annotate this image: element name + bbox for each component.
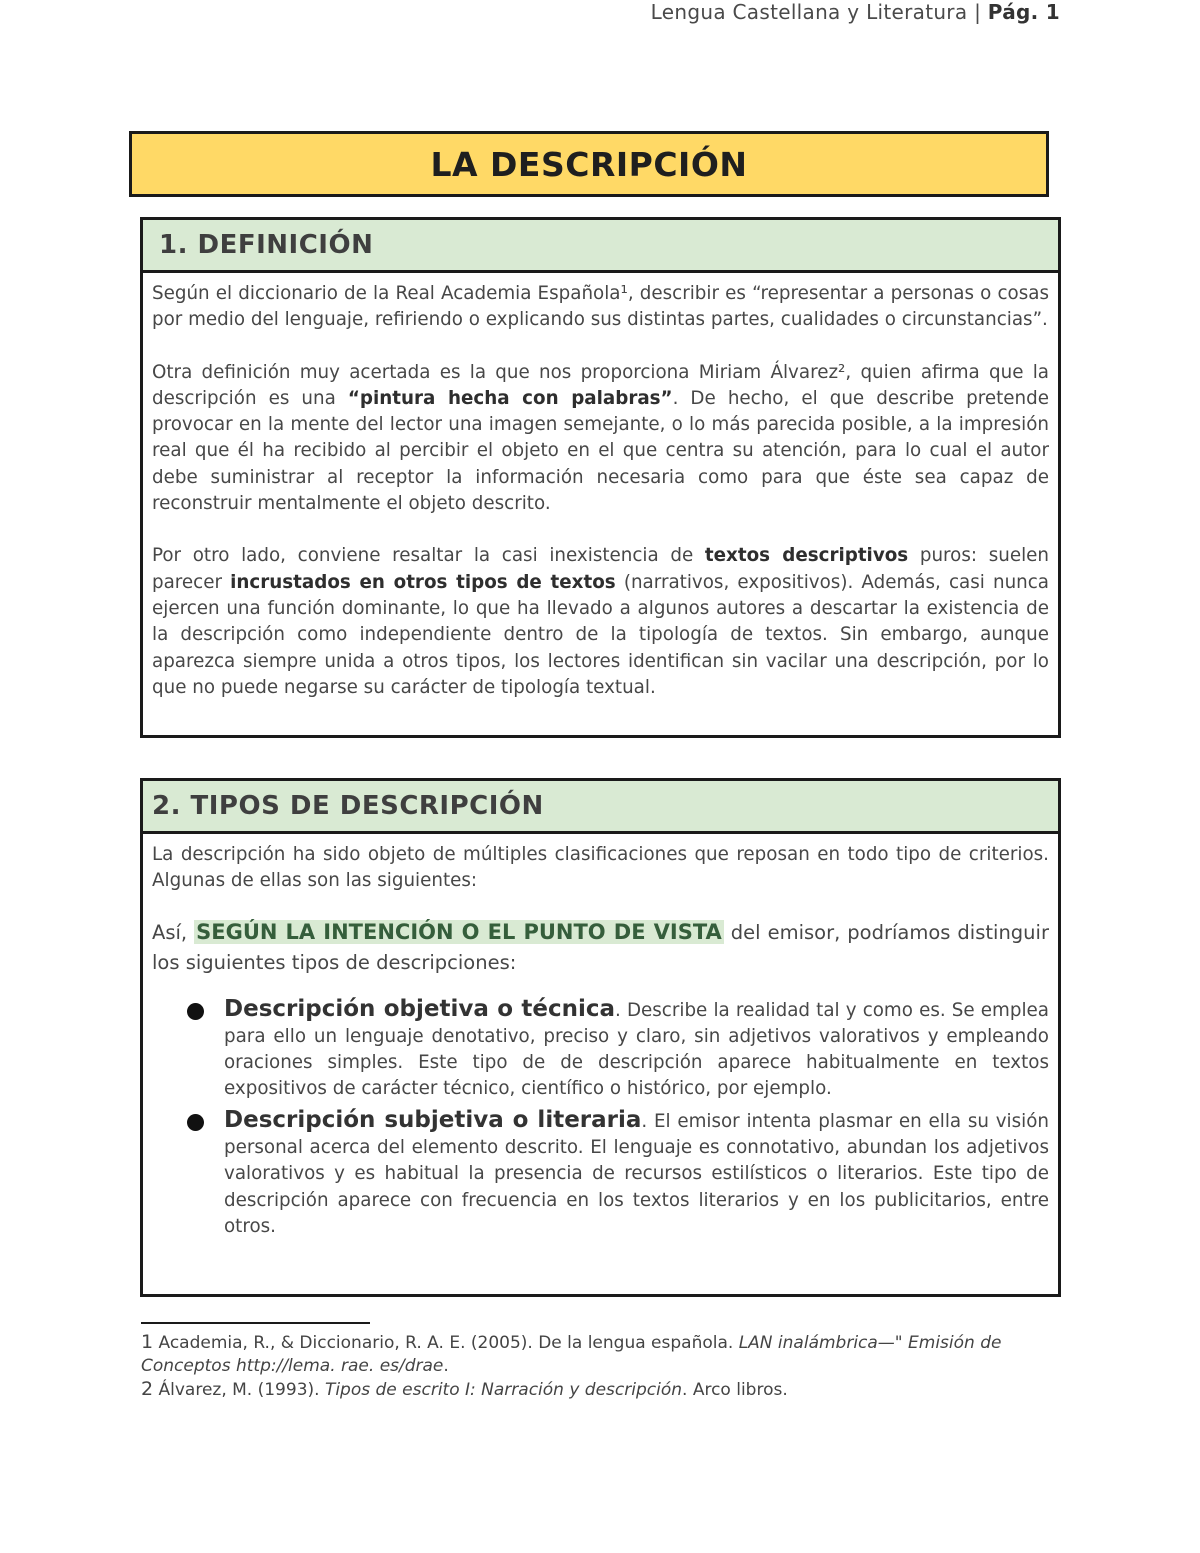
- footnotes: [141, 1331, 1056, 1402]
- paragraph: Según el diccionario de la Real Academia Española¹, describir es “representar a personas o cosas por medio del lenguaje, refiriendo o explicando sus distintas partes, cualidades o circunstancias”.: [152, 283, 1049, 331]
- section-body: [143, 834, 1058, 1240]
- list-item: [224, 1107, 1049, 1240]
- paragraph: [152, 917, 1049, 978]
- footnote-separator: [141, 1322, 370, 1324]
- bullet-icon: [187, 1003, 204, 1020]
- header-separator: |: [974, 0, 982, 24]
- paragraph: [152, 543, 1049, 701]
- footnote-text: Academia, R., & Diccionario, R. A. E. (2005). De la lengua española.: [153, 1333, 739, 1353]
- section-definicion: [140, 217, 1061, 738]
- section-body: [143, 273, 1058, 701]
- running-title: Lengua Castellana y Literatura: [650, 0, 968, 24]
- section-header: [143, 781, 1058, 834]
- paragraph: La descripción ha sido objeto de múltiples clasificaciones que reposan en todo tipo de criterios. Algunas de ellas son las siguientes:: [152, 844, 1049, 892]
- footnote-italic: Tipos de escrito I: Narración y descripción: [324, 1380, 683, 1400]
- footnote: [141, 1331, 1056, 1378]
- bullet-icon: [187, 1114, 204, 1131]
- text-run: Otra definición muy acertada es la que nos proporciona Miriam Álvarez², quien afirma que la descripción es una: [152, 361, 1049, 409]
- text-run: . De hecho, el que describe pretende provocar en la mente del lector una imagen semejante, o lo más parecida posible, a la impresión real que él ha recibido al percibir el objeto en el que centra su atención, para lo cual el autor debe suministrar al receptor la información necesaria como para que éste sea capaz de reconstruir mentalmente el objeto descrito.: [152, 387, 1049, 515]
- text-run: del emisor, podríamos distinguir los siguientes tipos de descripciones:: [152, 920, 1049, 974]
- document-title: LA DESCRIPCIÓN: [430, 144, 748, 184]
- footnote-number: 1: [141, 1331, 154, 1353]
- document-title-box: [129, 131, 1049, 197]
- text-run: puros: suelen parecer: [152, 545, 1049, 593]
- footnote-number: 2: [141, 1378, 154, 1400]
- text-run: (narrativos, expositivos). Además, casi nunca ejercen una función dominante, lo que ha llevado a algunos autores a descartar la existencia de la descripción como independiente dentro de la tipología de textos. Sin embargo, aunque aparezca siempre unida a otros tipos, los lectores identifican sin vacilar una descripción, por lo que no puede negarse su carácter de tipología textual.: [152, 571, 1050, 698]
- section-tipos: [140, 778, 1061, 1297]
- footnote-text: .: [443, 1356, 449, 1376]
- text-run: Así,: [152, 920, 195, 944]
- section-heading: 1. DEFINICIÓN: [159, 230, 374, 260]
- paragraph: [152, 360, 1049, 518]
- highlighted-text: SEGÚN LA INTENCIÓN O EL PUNTO DE VISTA: [196, 919, 722, 944]
- running-header: [651, 0, 1060, 24]
- section-heading: 2. TIPOS DE DESCRIPCIÓN: [152, 791, 544, 821]
- footnote-text: Álvarez, M. (1993).: [153, 1380, 325, 1400]
- section-header: [143, 220, 1058, 273]
- bold-text: textos descriptivos: [704, 545, 909, 567]
- list-text: . Describe la realidad tal y como es. Se emplea para ello un lenguaje denotativo, preciso y claro, sin adjetivos valorativos y empleando oraciones simples. Este tipo de de descripción aparece habitualmente en textos expositivos de carácter técnico, científico o histórico, por ejemplo.: [224, 999, 1049, 1100]
- list-item: [224, 996, 1049, 1103]
- footnote-text: . Arco libros.: [682, 1380, 788, 1400]
- list-term: Descripción subjetiva o literaria: [224, 1106, 642, 1133]
- page-number: Pág. 1: [987, 0, 1060, 24]
- footnote-italic: LAN inalámbrica—" Emisión de Conceptos http://lema. rae. es/drae: [141, 1333, 1002, 1376]
- bold-text: “pintura hecha con palabras”: [347, 387, 673, 409]
- list-text: . El emisor intenta plasmar en ella su visión personal acerca del elemento descrito. El lenguaje es connotativo, abundan los adjetivos valorativos y es habitual la presencia de recursos estilísticos o literarios. Este tipo de descripción aparece con frecuencia en los textos literarios y en los publicitarios, entre otros.: [224, 1110, 1049, 1237]
- footnote: [141, 1378, 1056, 1402]
- description-types-list: [152, 996, 1049, 1241]
- text-run: Por otro lado, conviene resaltar la casi inexistencia de: [152, 545, 705, 567]
- bold-text: incrustados en otros tipos de textos: [230, 571, 616, 593]
- list-term: Descripción objetiva o técnica: [224, 995, 615, 1022]
